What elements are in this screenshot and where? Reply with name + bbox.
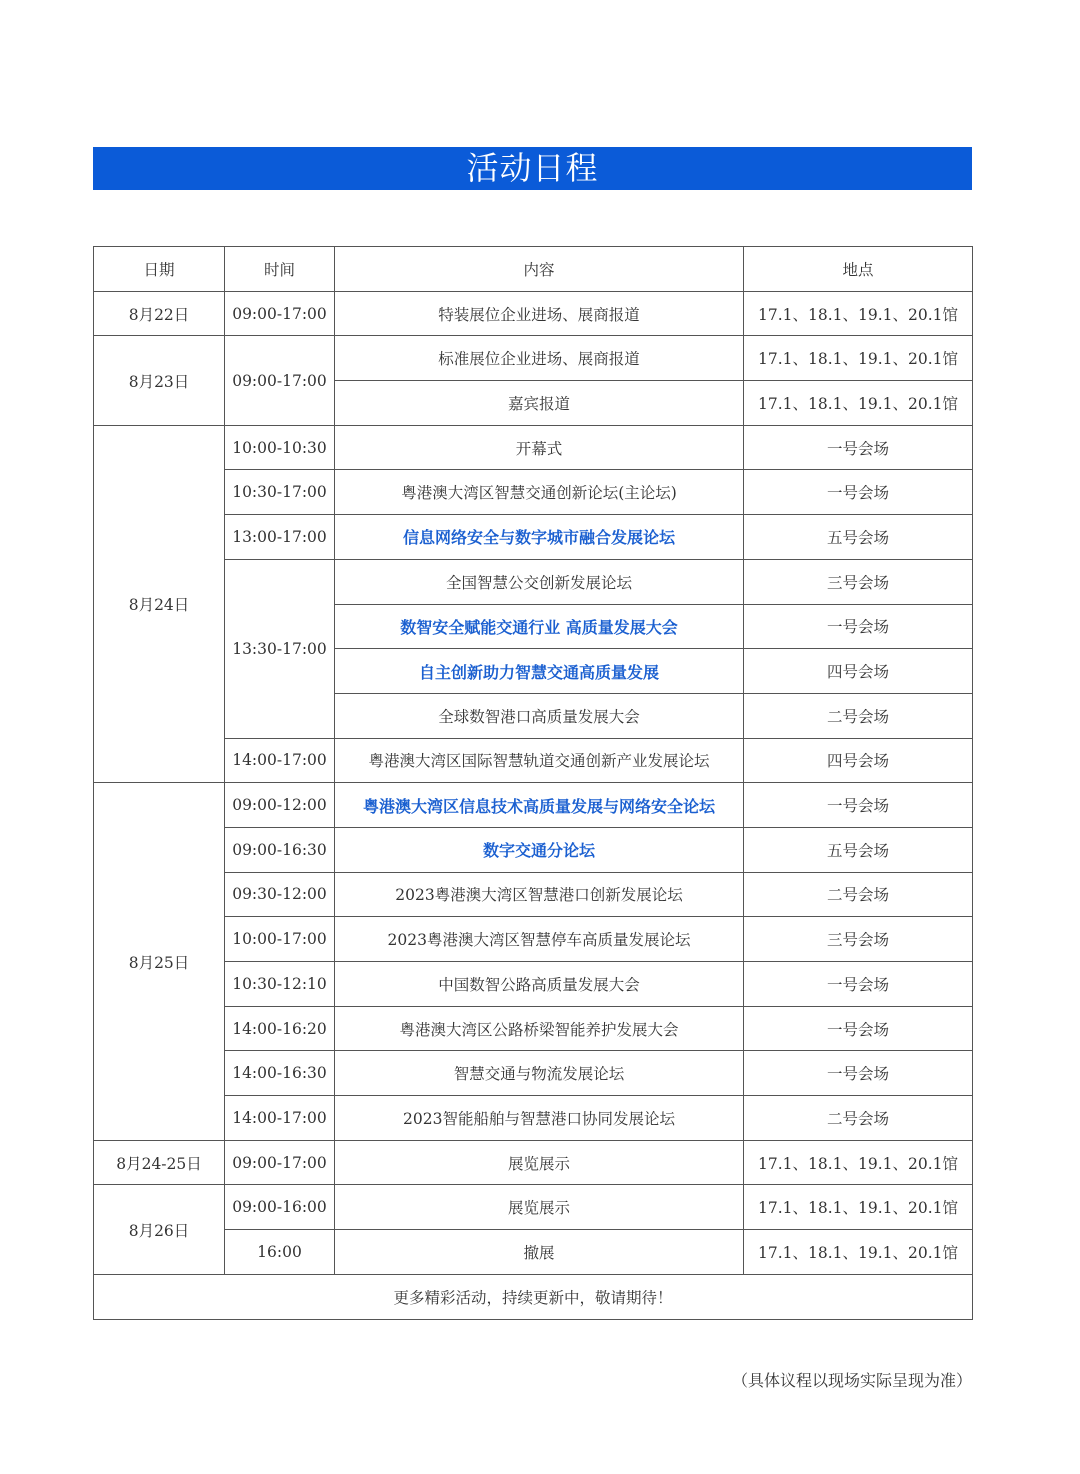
venue-cell: 一号会场 bbox=[744, 962, 973, 1007]
content-cell: 展览展示 bbox=[335, 1185, 744, 1230]
content-cell: 粤港澳大湾区公路桥梁智能养护发展大会 bbox=[335, 1006, 744, 1051]
content-cell: 2023粤港澳大湾区智慧港口创新发展论坛 bbox=[335, 872, 744, 917]
content-cell: 粤港澳大湾区信息技术高质量发展与网络安全论坛 bbox=[335, 783, 744, 828]
date-cell: 8月24日 bbox=[94, 425, 225, 783]
content-cell: 智慧交通与物流发展论坛 bbox=[335, 1051, 744, 1096]
content-cell: 数智安全赋能交通行业 高质量发展大会 bbox=[335, 604, 744, 649]
content-cell: 2023智能船舶与智慧港口协同发展论坛 bbox=[335, 1096, 744, 1141]
venue-cell: 一号会场 bbox=[744, 1051, 973, 1096]
content-cell: 全球数智港口高质量发展大会 bbox=[335, 693, 744, 738]
date-cell: 8月24-25日 bbox=[94, 1140, 225, 1185]
venue-cell: 17.1、18.1、19.1、20.1馆 bbox=[744, 1140, 973, 1185]
date-cell: 8月25日 bbox=[94, 783, 225, 1141]
venue-cell: 五号会场 bbox=[744, 827, 973, 872]
time-cell: 09:00-16:30 bbox=[225, 827, 335, 872]
venue-cell: 二号会场 bbox=[744, 693, 973, 738]
time-cell: 09:00-17:00 bbox=[225, 336, 335, 425]
table-row bbox=[94, 559, 973, 604]
venue-cell: 一号会场 bbox=[744, 470, 973, 515]
content-cell: 特装展位企业进场、展商报道 bbox=[335, 291, 744, 336]
table-row bbox=[94, 1006, 973, 1051]
table-row bbox=[94, 872, 973, 917]
time-cell: 10:00-17:00 bbox=[225, 917, 335, 962]
venue-cell: 一号会场 bbox=[744, 1006, 973, 1051]
venue-cell: 一号会场 bbox=[744, 604, 973, 649]
header-time: 时间 bbox=[225, 247, 335, 292]
table-row bbox=[94, 1096, 973, 1141]
content-cell: 粤港澳大湾区国际智慧轨道交通创新产业发展论坛 bbox=[335, 738, 744, 783]
date-cell: 8月22日 bbox=[94, 291, 225, 336]
date-cell: 8月26日 bbox=[94, 1185, 225, 1274]
content-cell: 2023粤港澳大湾区智慧停车高质量发展论坛 bbox=[335, 917, 744, 962]
venue-cell: 五号会场 bbox=[744, 515, 973, 560]
time-cell: 14:00-16:20 bbox=[225, 1006, 335, 1051]
table-header-row bbox=[94, 247, 973, 292]
footer-row bbox=[94, 1274, 973, 1319]
header-venue: 地点 bbox=[744, 247, 973, 292]
content-cell: 全国智慧公交创新发展论坛 bbox=[335, 559, 744, 604]
content-cell: 数字交通分论坛 bbox=[335, 827, 744, 872]
venue-cell: 三号会场 bbox=[744, 917, 973, 962]
table-row bbox=[94, 783, 973, 828]
time-cell: 10:30-17:00 bbox=[225, 470, 335, 515]
table-row bbox=[94, 1051, 973, 1096]
time-cell: 09:00-12:00 bbox=[225, 783, 335, 828]
venue-cell: 一号会场 bbox=[744, 783, 973, 828]
header-date: 日期 bbox=[94, 247, 225, 292]
time-cell: 14:00-16:30 bbox=[225, 1051, 335, 1096]
content-cell: 自主创新助力智慧交通高质量发展 bbox=[335, 649, 744, 694]
table-row bbox=[94, 1185, 973, 1230]
time-cell: 13:00-17:00 bbox=[225, 515, 335, 560]
content-cell: 中国数智公路高质量发展大会 bbox=[335, 962, 744, 1007]
table-row bbox=[94, 291, 973, 336]
venue-cell: 二号会场 bbox=[744, 1096, 973, 1141]
table-row bbox=[94, 1230, 973, 1275]
venue-cell: 17.1、18.1、19.1、20.1馆 bbox=[744, 381, 973, 426]
time-cell: 16:00 bbox=[225, 1230, 335, 1275]
time-cell: 14:00-17:00 bbox=[225, 1096, 335, 1141]
content-cell: 开幕式 bbox=[335, 425, 744, 470]
footer-message: 更多精彩活动，持续更新中，敬请期待！ bbox=[94, 1274, 973, 1319]
page-title: 活动日程 bbox=[93, 147, 972, 190]
time-cell: 09:30-12:00 bbox=[225, 872, 335, 917]
table-row bbox=[94, 1140, 973, 1185]
time-cell: 09:00-17:00 bbox=[225, 291, 335, 336]
venue-cell: 17.1、18.1、19.1、20.1馆 bbox=[744, 336, 973, 381]
table-row bbox=[94, 336, 973, 381]
date-cell: 8月23日 bbox=[94, 336, 225, 425]
content-cell: 粤港澳大湾区智慧交通创新论坛(主论坛) bbox=[335, 470, 744, 515]
table-row bbox=[94, 425, 973, 470]
table-row bbox=[94, 827, 973, 872]
venue-cell: 17.1、18.1、19.1、20.1馆 bbox=[744, 1185, 973, 1230]
time-cell: 09:00-16:00 bbox=[225, 1185, 335, 1230]
venue-cell: 二号会场 bbox=[744, 872, 973, 917]
table-row bbox=[94, 962, 973, 1007]
time-cell: 13:30-17:00 bbox=[225, 559, 335, 738]
time-cell: 10:30-12:10 bbox=[225, 962, 335, 1007]
header-content: 内容 bbox=[335, 247, 744, 292]
agenda-note: （具体议程以现场实际呈现为准） bbox=[731, 1371, 972, 1390]
table-row bbox=[94, 515, 973, 560]
venue-cell: 四号会场 bbox=[744, 738, 973, 783]
schedule-table bbox=[93, 246, 973, 1320]
time-cell: 09:00-17:00 bbox=[225, 1140, 335, 1185]
content-cell: 嘉宾报道 bbox=[335, 381, 744, 426]
table-row bbox=[94, 470, 973, 515]
venue-cell: 一号会场 bbox=[744, 425, 973, 470]
schedule-body bbox=[94, 247, 973, 1320]
venue-cell: 17.1、18.1、19.1、20.1馆 bbox=[744, 291, 973, 336]
time-cell: 10:00-10:30 bbox=[225, 425, 335, 470]
time-cell: 14:00-17:00 bbox=[225, 738, 335, 783]
table-row bbox=[94, 917, 973, 962]
content-cell: 标准展位企业进场、展商报道 bbox=[335, 336, 744, 381]
content-cell: 信息网络安全与数字城市融合发展论坛 bbox=[335, 515, 744, 560]
content-cell: 展览展示 bbox=[335, 1140, 744, 1185]
venue-cell: 17.1、18.1、19.1、20.1馆 bbox=[744, 1230, 973, 1275]
venue-cell: 四号会场 bbox=[744, 649, 973, 694]
content-cell: 撤展 bbox=[335, 1230, 744, 1275]
table-row bbox=[94, 738, 973, 783]
venue-cell: 三号会场 bbox=[744, 559, 973, 604]
